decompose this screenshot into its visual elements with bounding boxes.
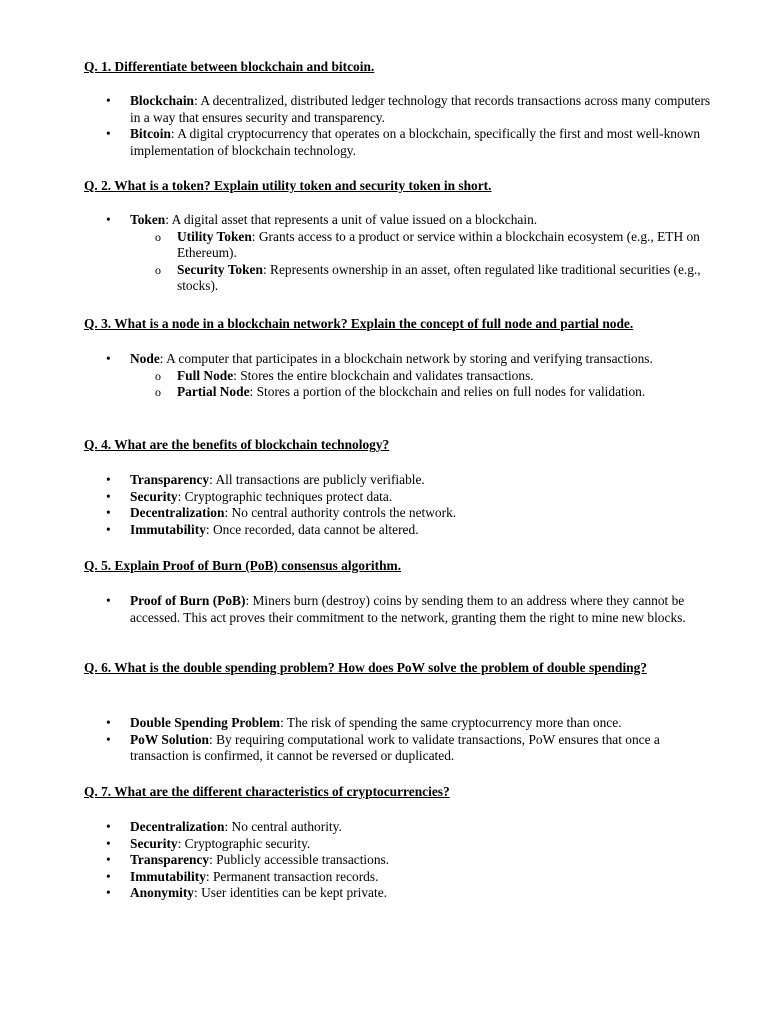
item-term: Transparency xyxy=(130,852,210,868)
item-text: : Stores the entire blockchain and validates transactions. xyxy=(233,367,534,383)
item-term: Node xyxy=(130,351,160,366)
item-term: Blockchain xyxy=(130,93,194,108)
item-term: Decentralization xyxy=(130,819,225,834)
item-text: : A digital cryptocurrency that operates on a blockchain, specifically the first and most well-known implementation of blockchain technology. xyxy=(130,126,701,158)
item-term: Utility Token xyxy=(177,228,252,244)
bullet-icon: • xyxy=(106,126,111,142)
bullet-icon: • xyxy=(106,868,111,884)
list-item xyxy=(0,368,732,385)
item-term: Partial Node xyxy=(177,384,250,400)
sub-bullet-icon: o xyxy=(155,262,161,277)
list-item xyxy=(0,715,720,732)
sub-bullet-icon: o xyxy=(155,229,161,244)
list-item xyxy=(0,869,720,886)
list-item xyxy=(0,593,720,626)
item-text: : All transactions are publicly verifiable. xyxy=(209,472,425,487)
list-item xyxy=(0,522,720,539)
list-item xyxy=(0,852,720,869)
list-item xyxy=(0,351,720,368)
list-item xyxy=(0,489,720,506)
item-text: : A decentralized, distributed ledger technology that records transactions across many computers in a way that ensures security and transparency. xyxy=(130,93,711,125)
question-heading: Q. 2. What is a token? Explain utility token and security token in short. xyxy=(84,178,492,193)
question-heading: Q. 7. What are the different characteristics of cryptocurrencies? xyxy=(84,784,450,799)
bullet-icon: • xyxy=(106,93,111,108)
answer-list xyxy=(0,593,768,626)
sub-bullet-icon: o xyxy=(155,368,161,383)
bullet-icon: • xyxy=(106,852,111,868)
item-text: : The risk of spending the same cryptocurrency more than once. xyxy=(280,715,622,730)
bullet-icon: • xyxy=(106,885,111,901)
list-item xyxy=(0,505,720,522)
item-text: : Cryptographic techniques protect data. xyxy=(177,488,393,504)
list-item xyxy=(0,262,732,295)
item-text: : User identities can be kept private. xyxy=(194,885,387,901)
list-item xyxy=(0,732,720,765)
item-term: Security xyxy=(130,835,178,851)
bullet-icon: • xyxy=(106,835,111,851)
item-text: : By requiring computational work to validate transactions, PoW ensures that once a transaction is confirmed, it cannot be reversed or duplicated. xyxy=(130,731,660,764)
bullet-icon: • xyxy=(106,472,111,487)
bullet-icon: • xyxy=(106,593,111,608)
bullet-icon: • xyxy=(106,351,111,366)
question-heading: Q. 6. What is the double spending problem? How does PoW solve the problem of double spending? xyxy=(84,660,648,675)
question-heading: Q. 1. Differentiate between blockchain and bitcoin. xyxy=(84,59,375,74)
item-text: : A computer that participates in a blockchain network by storing and verifying transactions. xyxy=(159,351,653,366)
item-term: Security Token xyxy=(177,261,263,277)
list-item xyxy=(0,93,720,126)
item-term: Transparency xyxy=(130,472,210,487)
answer-list xyxy=(0,351,768,401)
item-term: Immutability xyxy=(130,521,206,537)
item-text: : Grants access to a product or service within a blockchain ecosystem (e.g., ETH on Ethereum). xyxy=(177,228,700,261)
bullet-icon: • xyxy=(106,212,111,227)
item-text: : Publicly accessible transactions. xyxy=(209,852,390,868)
item-term: PoW Solution xyxy=(130,731,210,747)
list-item xyxy=(0,836,720,853)
bullet-icon: • xyxy=(106,521,111,537)
item-text: : No central authority controls the network. xyxy=(224,505,457,521)
item-term: Full Node xyxy=(177,367,234,383)
answer-list xyxy=(0,93,768,159)
bullet-icon: • xyxy=(106,731,111,747)
item-term: Token xyxy=(130,212,166,227)
list-item xyxy=(0,472,720,489)
item-term: Bitcoin xyxy=(130,126,171,142)
bullet-icon: • xyxy=(106,819,111,834)
bullet-icon: • xyxy=(106,715,111,730)
bullet-icon: • xyxy=(106,505,111,521)
answer-list xyxy=(0,819,768,902)
item-text: : Permanent transaction records. xyxy=(205,868,379,884)
list-item xyxy=(0,819,720,836)
answer-list xyxy=(0,715,768,765)
question-heading: Q. 5. Explain Proof of Burn (PoB) consensus algorithm. xyxy=(84,558,402,573)
answer-list xyxy=(0,212,768,295)
item-text: : Cryptographic security. xyxy=(177,835,311,851)
list-item xyxy=(0,212,720,229)
item-term: Decentralization xyxy=(130,505,225,521)
list-item xyxy=(0,126,720,159)
list-item xyxy=(0,229,732,262)
question-heading: Q. 3. What is a node in a blockchain network? Explain the concept of full node and partial node. xyxy=(84,316,634,331)
item-text: : A digital asset that represents a unit of value issued on a blockchain. xyxy=(165,212,538,227)
item-term: Double Spending Problem xyxy=(130,715,281,730)
item-text: : Stores a portion of the blockchain and relies on full nodes for validation. xyxy=(249,384,646,400)
item-term: Security xyxy=(130,488,178,504)
item-term: Proof of Burn (PoB) xyxy=(130,593,246,608)
item-term: Anonymity xyxy=(130,885,194,901)
list-item xyxy=(0,384,732,401)
item-term: Immutability xyxy=(130,868,206,884)
item-text: : No central authority. xyxy=(224,819,342,834)
answer-list xyxy=(0,472,768,538)
item-text: : Once recorded, data cannot be altered. xyxy=(205,521,419,537)
sub-bullet-icon: o xyxy=(155,385,161,400)
item-text: : Miners burn (destroy) coins by sending them to an address where they cannot be accessed. This act proves their commitment to the network, granting them the right to mine new blocks. xyxy=(130,593,686,625)
question-heading: Q. 4. What are the benefits of blockchain technology? xyxy=(84,437,390,452)
item-text: : Represents ownership in an asset, often regulated like traditional securities (e.g., stocks). xyxy=(177,261,701,294)
list-item xyxy=(0,885,720,902)
bullet-icon: • xyxy=(106,488,111,504)
